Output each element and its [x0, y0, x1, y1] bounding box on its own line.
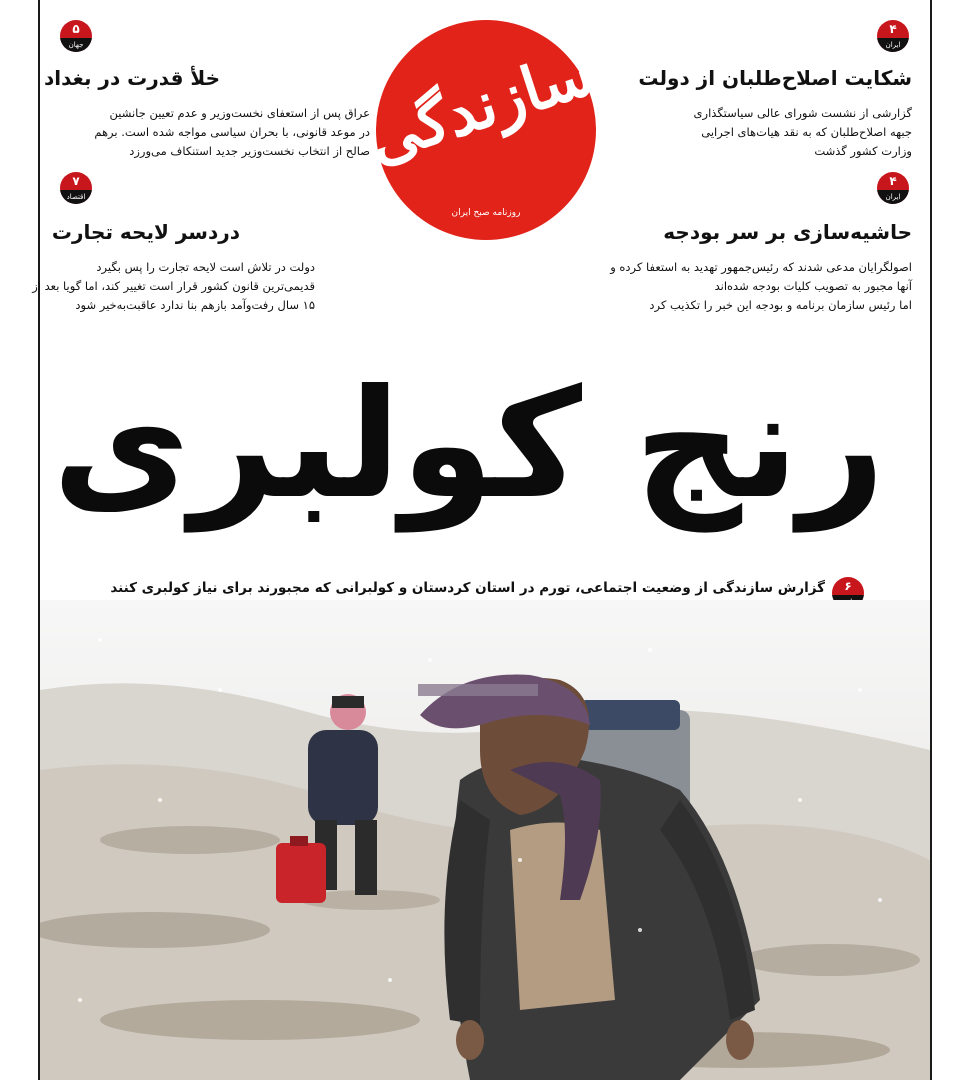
badge-number: ۵ — [72, 22, 80, 36]
blurb-line: در موعد قانونی، با بحران سیاسی مواجه شده است. برهم — [94, 125, 370, 139]
blurb-reformists-complaint — [694, 104, 912, 161]
right-border — [930, 0, 932, 1080]
blurb-trade-bill — [32, 258, 315, 315]
badge-label: اقتصاد — [60, 190, 92, 204]
badge-number: ۷ — [72, 174, 80, 188]
logo-tagline: روزنامه صبح ایران — [451, 208, 521, 218]
section-badge-iran-2 — [877, 172, 909, 204]
logo-wordmark: سازندگی — [358, 35, 602, 177]
main-story-photo — [40, 600, 930, 1080]
blurb-line: وزارت کشور گذشت — [814, 144, 912, 158]
badge-number: ۴ — [889, 174, 897, 188]
badge-label: جهان — [60, 38, 92, 52]
headline-baghdad-power-vacuum[interactable]: خلأ قدرت در بغداد — [44, 66, 220, 90]
blurb-line: عراق پس از استعفای نخست‌وزیر و عدم تعیین جانشین — [109, 106, 370, 120]
main-headline[interactable]: رنج کولبری — [52, 358, 885, 532]
headline-reformists-complaint[interactable]: شکایت اصلاح‌طلبان از دولت — [638, 66, 912, 90]
section-badge-economy — [60, 172, 92, 204]
badge-label: ایران — [877, 190, 909, 204]
blurb-line: گزارشی از نشست شورای عالی سیاستگذاری — [693, 106, 912, 120]
blurb-line: دولت در تلاش است لایحه تجارت را پس بگیرد — [96, 260, 315, 274]
badge-number: ۶ — [844, 579, 852, 593]
blurb-line: اما رئیس سازمان برنامه و بودجه این خبر را تکذیب کرد — [649, 298, 912, 312]
headline-budget-controversy[interactable]: حاشیه‌سازی بر سر بودجه — [663, 220, 912, 244]
sazandegi-logo — [358, 20, 602, 240]
badge-label: ایران — [877, 38, 909, 52]
snowy-hillside-porters-image — [40, 600, 930, 1080]
blurb-line: صالح از انتخاب نخست‌وزیر جدید استنکاف می‌ورزد — [129, 144, 370, 158]
section-badge-iran — [877, 20, 909, 52]
blurb-baghdad-power-vacuum — [94, 104, 370, 161]
blurb-line: جبهه اصلاح‌طلبان که به نقد هیات‌های اجرایی — [701, 125, 912, 139]
blurb-budget-controversy — [610, 258, 912, 315]
blurb-line: اصولگرایان مدعی شدند که رئیس‌جمهور تهدید به استعفا کرده و — [610, 260, 912, 274]
blurb-line: قدیمی‌ترین قانون کشور قرار است تغییر کند، اما گویا بعد از — [32, 279, 315, 293]
section-badge-world — [60, 20, 92, 52]
blurb-line: آنها مجبور به تصویب کلیات بودجه شده‌اند — [714, 279, 912, 293]
blurb-line: ۱۵ سال رفت‌وآمد بازهم بنا ندارد عاقبت‌به‌خیر شود — [75, 298, 315, 312]
badge-number: ۴ — [889, 22, 897, 36]
headline-trade-bill[interactable]: دردسر لایحه تجارت — [51, 220, 240, 244]
main-story-subtitle: گزارش سازندگی از وضعیت اجتماعی، تورم در استان کردستان و کولبرانی که مجبورند برای نیاز کولبری کنند — [110, 580, 825, 596]
